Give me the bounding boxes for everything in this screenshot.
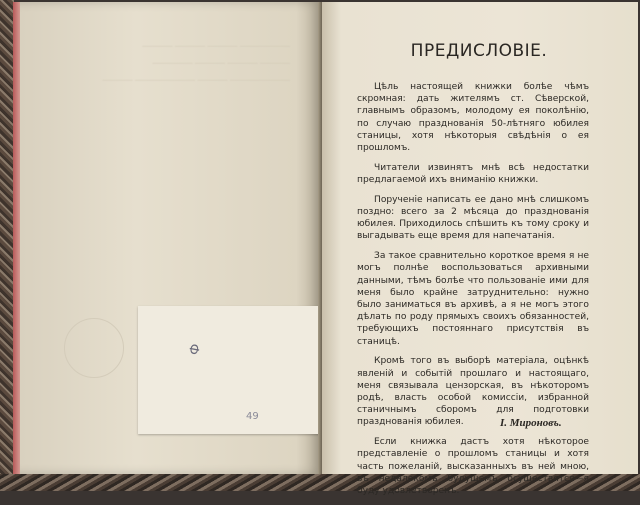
paragraph: Если книжка дастъ хотя нѣкоторое представленіе о прошломъ станицы и хотя часть пожеланій, высказанныхъ въ ней мною, въ недалекомъ будущемъ осуществятся—я буду удовлетворенъ. [357,437,589,497]
author-signature: І. Мироновъ. [500,417,562,429]
paragraph: Кромѣ того въ выборѣ матеріала, оцѣнкѣ явленій и событій прошлаго и настоящаго, меня связывала цензорская, въ нѣкоторомъ родѣ, власть особой комиссіи, избранной станичнымъ сборомъ для подготовки празднованія юбилея. [357,356,589,428]
page-title: ПРЕДИСЛОВІЕ. [410,41,548,61]
preface-body [357,81,589,505]
book-edge-left [0,0,14,491]
slip-number: 49 [246,411,259,422]
paragraph: Цѣль настоящей книжки болѣе чѣмъ скромная: дать жителямъ ст. Сѣверской, главнымъ образомъ, молодому ея поколѣнію, по случаю празднованія 50-лѣтняго юбилея станицы, хотя нѣкоторыя свѣдѣнія о ея прошломъ. [357,82,589,154]
red-page-edge [13,2,20,474]
bleed-through-text: ————— ——— ——— ——— ——— ——— ——— ———— —————— ——— —————— ——— [102,41,290,86]
faded-stamp-circle [64,318,124,378]
paper-slip [138,306,343,434]
paragraph: Читатели извинятъ мнѣ всѣ недостатки предлагаемой ихъ вниманію книжки. [357,162,589,186]
paragraph: Порученіе написать ее дано мнѣ слишкомъ поздно: всего за 2 мѣсяца до празднованія юбилея. Приходилось спѣшить къ тому сроку и выгадывать еще время для напечатанія. [357,194,589,242]
slip-handwritten-note: Ф [187,342,204,357]
paragraph: За такое сравнительно короткое время я не могъ полнѣе воспользоваться архивными данными, тѣмъ болѣе что пользованіе ими для меня было крайне затруднительно: нужно было заниматься въ архивѣ, а я не могъ этого дѣлать по роду прямыхъ своихъ обязанностей, требующихъ постояннаго присутствія въ станицѣ. [357,251,589,347]
